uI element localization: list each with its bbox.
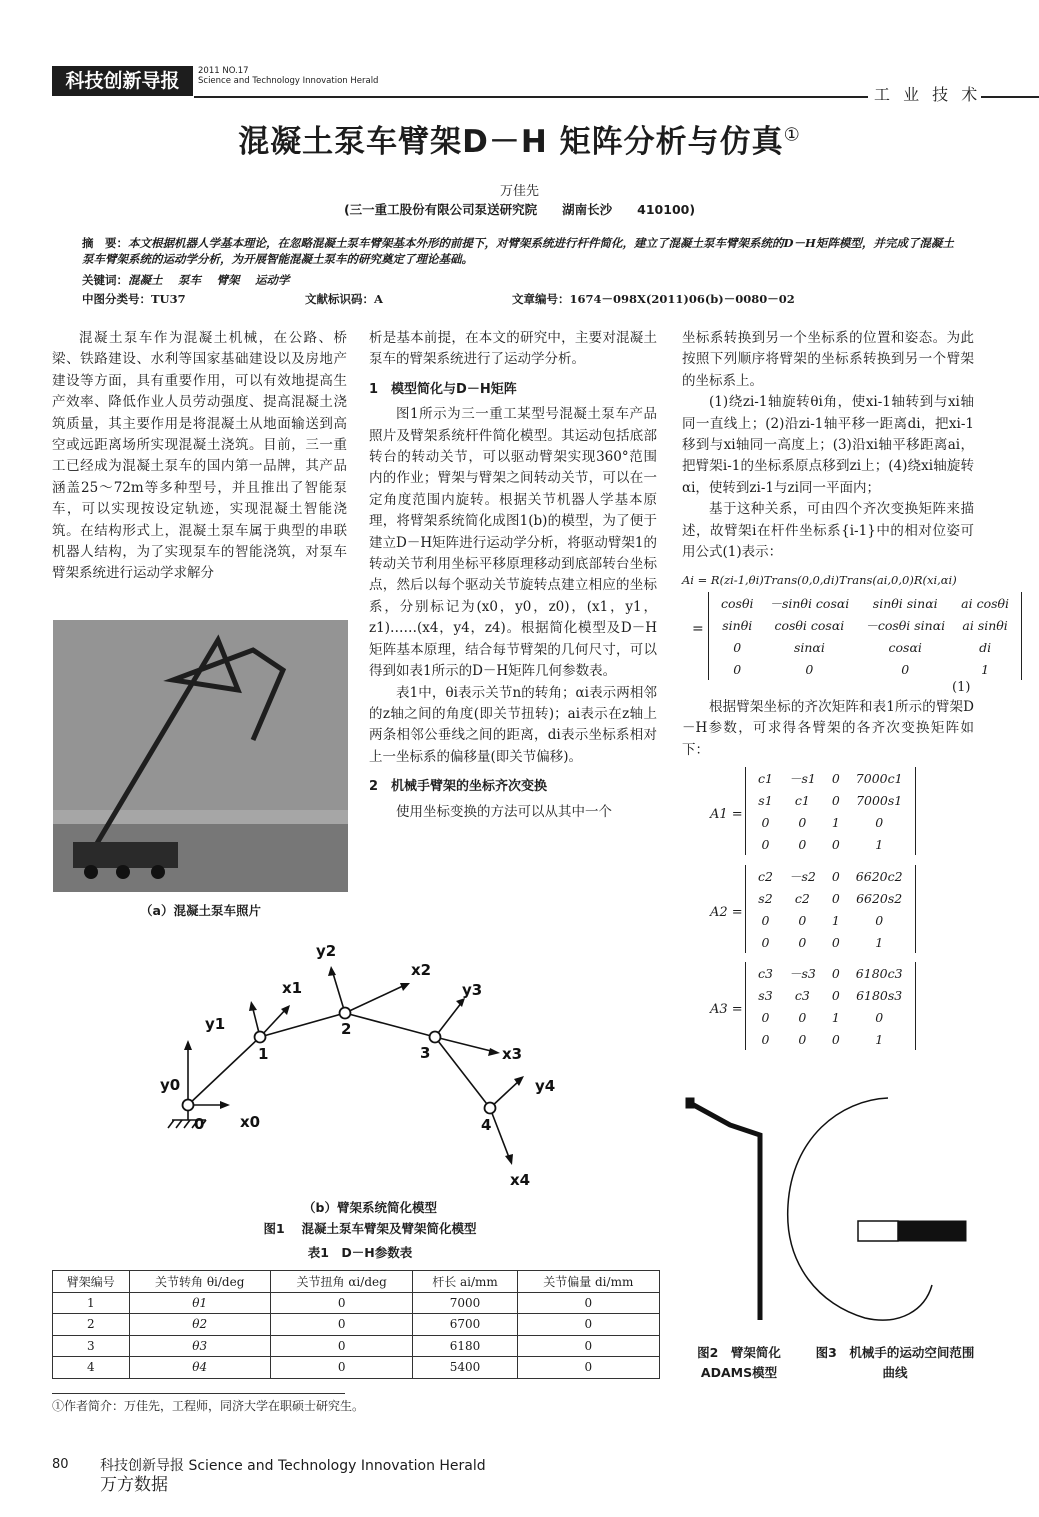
matrix-a2-cell: 0 bbox=[761, 912, 770, 928]
general-matrix-cell: ai sinθi bbox=[962, 617, 1008, 633]
table-cell: θ4 bbox=[129, 1357, 270, 1379]
matrix-a1-row bbox=[750, 833, 911, 855]
matrix-a2-cell: c2 bbox=[758, 868, 773, 884]
table-header-cell: 关节偏量 di/mm bbox=[517, 1271, 659, 1293]
footer-journal-en: Science and Technology Innovation Herald bbox=[188, 1458, 486, 1474]
joint-4-label: 4 bbox=[481, 1116, 492, 1134]
footer-journal-cn: 科技创新导报 bbox=[100, 1458, 184, 1474]
doc-code-value: A bbox=[374, 292, 383, 306]
matrix-a2-cell: 6620c2 bbox=[855, 868, 903, 884]
general-matrix-cell: －sinθi cosαi bbox=[769, 596, 850, 611]
fig1-caption: 图1 混凝土泵车臂架及臂架简化模型 bbox=[263, 1221, 477, 1236]
matrix-a3-cell: c3 bbox=[794, 987, 810, 1003]
keywords bbox=[82, 272, 290, 288]
author-footnote: ①作者简介：万佳先，工程师，同济大学在职硕士研究生。 bbox=[52, 1399, 365, 1413]
title-footnote-mark: ① bbox=[783, 124, 801, 146]
author: 万佳先 bbox=[499, 184, 539, 199]
matrix-a3-cell: －s3 bbox=[788, 966, 816, 981]
table-row bbox=[53, 1314, 660, 1336]
matrix-a2-cell: 1 bbox=[875, 934, 884, 950]
table-header-cell: 关节扭角 αi/deg bbox=[270, 1271, 413, 1293]
matrix-a1-table bbox=[750, 767, 911, 855]
matrix-a3-cell: 0 bbox=[831, 987, 840, 1003]
table-cell: θ2 bbox=[129, 1314, 270, 1336]
col3-para-3: 基于这种关系，可由四个齐次变换矩阵来描述，故臂架i在杆件坐标系{i-1}中的相对位姿可用公式(1)表示： bbox=[682, 501, 974, 561]
general-matrix-cell: cosθi cosαi bbox=[774, 617, 845, 633]
matrix-a1-cell: 7000s1 bbox=[856, 792, 903, 808]
matrix-a1-cell: 0 bbox=[798, 836, 807, 852]
issue-number: 2011 NO.17 bbox=[198, 66, 249, 76]
y2-axis-label: y2 bbox=[316, 942, 337, 960]
joint-0-label: 0 bbox=[194, 1115, 205, 1133]
general-dh-matrix bbox=[708, 592, 1022, 680]
table-cell: 0 bbox=[270, 1335, 413, 1357]
table-cell: θ3 bbox=[129, 1335, 270, 1357]
matrix-a1-row bbox=[750, 767, 911, 789]
general-matrix-cell: di bbox=[979, 639, 992, 655]
matrix-a2-cell: c2 bbox=[794, 890, 810, 906]
col3-para-4: 根据臂架坐标的齐次矩阵和表1所示的臂架D－H参数，可求得各臂架的各齐次变换矩阵如下： bbox=[682, 699, 974, 758]
joint-2-label: 2 bbox=[341, 1020, 352, 1038]
journal-issue-block bbox=[198, 66, 378, 86]
fig1b-caption: （b）臂架系统简化模型 bbox=[303, 1200, 437, 1215]
general-matrix-cell: 0 bbox=[733, 639, 742, 655]
matrix-a3-cell: 0 bbox=[761, 1031, 770, 1047]
pump-truck-photo-drawing bbox=[53, 620, 348, 892]
matrix-a3-cell: 0 bbox=[831, 1031, 840, 1047]
matrix-a1-cell: 1 bbox=[875, 836, 884, 852]
footnote-rule bbox=[52, 1393, 345, 1394]
general-matrix-row bbox=[713, 592, 1017, 614]
table-cell: 0 bbox=[270, 1314, 413, 1336]
matrix-a1-cell: 0 bbox=[761, 814, 770, 830]
col2-para-4: 使用坐标变换的方法可以从其中一个 bbox=[396, 803, 612, 820]
matrix-a1-cell: 0 bbox=[798, 814, 807, 830]
col2-para-2: 图1所示为三一重工某型号混凝土泵车产品照片及臂架系统杆件简化模型。其运动包括底部转台的转动关节，可以驱动臂架实现360°范围内的作业；臂架与臂架之间转动关节，可以在一定角度范围内旋转。根据关节机器人学基本原理，将臂架系统简化成图1(b)的模型，为了便于建立D－H矩阵进行运动学分析，将驱动臂架1的转动关节利用坐标平移原理移动到底部转台坐标点，然后以每个驱动关节旋转点建立相应的坐标系，分别标记为(x0，y0，z0)，(x1，y1，z1)……(x4，y4，z4)。根据简化模型及D－H矩阵基本原理，结合每节臂架的几何尺寸，可以得到如表1所示的D－H矩阵几何参数表。 bbox=[369, 406, 657, 680]
matrix-a2-row bbox=[750, 909, 911, 931]
equation-number: (1) bbox=[952, 680, 971, 695]
matrix-a2-cell: 0 bbox=[761, 934, 770, 950]
table-row bbox=[53, 1357, 660, 1379]
table-cell: 1 bbox=[53, 1292, 130, 1314]
matrix-a1-cell: c1 bbox=[794, 792, 810, 808]
matrix-a2-cell: 0 bbox=[831, 890, 840, 906]
general-matrix-cell: cosθi bbox=[721, 595, 754, 611]
matrix-a1-cell: 0 bbox=[831, 770, 840, 786]
x3-axis-label: x3 bbox=[502, 1045, 523, 1063]
general-matrix-row bbox=[713, 614, 1017, 636]
table-body bbox=[53, 1292, 660, 1378]
clc-value: TU37 bbox=[151, 292, 186, 306]
dh-transform-formula: Ai = R(zi-1,θi)Trans(0,0,di)Trans(ai,0,0)R(xi,αi) bbox=[682, 573, 957, 587]
matrix-a2-cell: 1 bbox=[831, 912, 840, 928]
table-cell: 6700 bbox=[413, 1314, 517, 1336]
matrix-a2-row bbox=[750, 865, 911, 887]
fig2-caption: 图2 臂架简化ADAMS模型 bbox=[697, 1345, 781, 1380]
matrix-a1-row bbox=[750, 789, 911, 811]
col3-para-2: (1)绕zi-1轴旋转θi角，使xi-1轴转到与xi轴同一直线上；(2)沿zi-1轴平移一距离di，把xi-1移到与xi轴同一高度上；(3)沿xi轴平移距离ai，把臂架i-1的坐标系原点移到zi上；(4)绕xi轴旋转αi，使转到zi-1与zi同一平面内； bbox=[682, 394, 974, 496]
y4-axis-label: y4 bbox=[535, 1077, 556, 1095]
joint-1-label: 1 bbox=[258, 1045, 269, 1063]
document-code bbox=[305, 291, 383, 307]
article-no-label: 文章编号： bbox=[512, 292, 570, 306]
table-cell: 0 bbox=[517, 1292, 659, 1314]
table-cell: θ1 bbox=[129, 1292, 270, 1314]
fig3-caption: 图3 机械手的运动空间范围曲线 bbox=[815, 1345, 975, 1380]
table-header-cell: 臂架编号 bbox=[53, 1271, 130, 1293]
table-cell: 2 bbox=[53, 1314, 130, 1336]
matrix-a3 bbox=[745, 962, 916, 1050]
affiliation: (三一重工股份有限公司泵送研究院 湖南长沙 410100) bbox=[343, 202, 696, 217]
matrix-a3-cell: 0 bbox=[798, 1031, 807, 1047]
col3-para-1: 坐标系转换到另一个坐标系的位置和姿态。为此按照下列顺序将臂架的坐标系转换到另一个臂架的坐标系上。 bbox=[682, 330, 974, 389]
matrix-a3-cell: 1 bbox=[831, 1009, 840, 1025]
y0-axis-label: y0 bbox=[160, 1076, 181, 1094]
column-1 bbox=[52, 328, 347, 585]
section-heading-2: 2 机械手臂架的坐标齐次变换 bbox=[369, 779, 548, 795]
abstract bbox=[82, 235, 962, 267]
journal-masthead: 科技创新导报 bbox=[52, 66, 193, 96]
table-row bbox=[53, 1335, 660, 1357]
abstract-label: 摘 要： bbox=[82, 236, 128, 250]
section-heading-1: 1 模型简化与D－H矩阵 bbox=[369, 381, 517, 397]
matrix-a3-label: A3 = bbox=[710, 1002, 743, 1017]
matrix-a2-cell: 0 bbox=[875, 912, 884, 928]
general-matrix-cell: sinαi bbox=[793, 639, 825, 655]
table-cell: 7000 bbox=[413, 1292, 517, 1314]
matrix-a2-row bbox=[750, 931, 911, 953]
table-row bbox=[53, 1292, 660, 1314]
matrix-a3-cell: c3 bbox=[758, 965, 773, 981]
matrix-a1-cell: 0 bbox=[831, 836, 840, 852]
matrix-a3-row bbox=[750, 962, 911, 984]
table-cell: 6180 bbox=[413, 1335, 517, 1357]
general-matrix-cell: －cosθi sinαi bbox=[865, 618, 946, 633]
col1-paragraph: 混凝土泵车作为混凝土机械，在公路、桥梁、铁路建设、水利等国家基础建设以及房地产建设等方面，具有重要作用，可以有效地提高生产效率、降低作业人员劳动强度、提高混凝土浇筑质量，其主要作用是将混凝土从地面输送到高空或远距离场所实现混凝土浇筑。目前，三一重工已经成为混凝土泵车的国内第一品牌，其产品涵盖25～72m等多种型号，并且推出了智能泵车，可以实现按设定轨迹，实现混凝土智能浇筑。在结构形式上，混凝土泵车属于典型的串联机器人结构，为了实现泵车的智能浇筑，对泵车臂架系统进行运动学求解分 bbox=[52, 330, 347, 582]
y3-axis-label: y3 bbox=[462, 981, 483, 999]
pump-truck-photo bbox=[53, 620, 348, 892]
x0-axis-label: x0 bbox=[240, 1113, 261, 1131]
table-cell: 3 bbox=[53, 1335, 130, 1357]
matrix-a3-cell: 0 bbox=[798, 1009, 807, 1025]
clc-number bbox=[82, 291, 186, 307]
abstract-text: 本文根据机器人学基本理论，在忽略混凝土泵车臂架基本外形的前提下，对臂架系统进行杆件简化，建立了混凝土泵车臂架系统的D－H矩阵模型，并完成了混凝土泵车臂架系统的运动学分析，为开展智能混凝土泵车的研究奠定了理论基础。 bbox=[82, 236, 954, 266]
x2-axis-label: x2 bbox=[411, 961, 432, 979]
section-label: 工 业 技 术 bbox=[868, 82, 981, 105]
matrix-a2-cell: s2 bbox=[758, 890, 773, 906]
general-matrix-cell: 0 bbox=[901, 661, 910, 677]
table-cell: 0 bbox=[270, 1292, 413, 1314]
matrix-a3-cell: s3 bbox=[758, 987, 773, 1003]
joint-3-label: 3 bbox=[420, 1044, 431, 1062]
general-matrix-cell: sinθi bbox=[722, 617, 753, 633]
article-number bbox=[512, 291, 795, 307]
keywords-label: 关键词： bbox=[82, 273, 128, 287]
y1-axis-label: y1 bbox=[205, 1015, 226, 1033]
table-header-cell: 关节转角 θi/deg bbox=[129, 1271, 270, 1293]
keywords-text: 混凝土 泵车 臂架 运动学 bbox=[128, 273, 290, 287]
column-3 bbox=[682, 328, 974, 563]
matrix-a1-row bbox=[750, 811, 911, 833]
paper-title bbox=[0, 116, 1039, 161]
clc-label: 中图分类号： bbox=[82, 292, 151, 306]
col2-para-3: 表1中，θi表示关节n的转角；αi表示两相邻的z轴之间的角度(即关节扭转)；ai表示在z轴上两条相邻公垂线之间的距离，di表示坐标系相对上一坐标系的偏移量(即关节偏移)。 bbox=[369, 684, 657, 765]
matrix-a3-cell: 6180s3 bbox=[856, 987, 903, 1003]
matrix-a3-row bbox=[750, 984, 911, 1006]
matrix-a3-cell: 0 bbox=[761, 1009, 770, 1025]
journal-english-name: Science and Technology Innovation Herald bbox=[198, 76, 379, 86]
doc-code-label: 文献标识码： bbox=[305, 292, 374, 306]
general-matrix-cell: 1 bbox=[981, 661, 990, 677]
matrix-a2-cell: －s2 bbox=[788, 869, 816, 884]
equals-sign: = bbox=[692, 621, 704, 637]
matrix-a1-cell: 0 bbox=[831, 792, 840, 808]
matrix-a2-cell: 0 bbox=[831, 934, 840, 950]
adams-model-and-workspace-figures bbox=[680, 1090, 980, 1335]
watermark: 万方数据 bbox=[100, 1475, 168, 1495]
matrix-a3-cell: 1 bbox=[875, 1031, 884, 1047]
table-cell: 0 bbox=[517, 1335, 659, 1357]
general-matrix-cell: ai cosθi bbox=[961, 595, 1010, 611]
matrix-a1-cell: －s1 bbox=[788, 771, 816, 786]
table1-title: 表1 D－H参数表 bbox=[307, 1245, 413, 1260]
matrix-a1-label: A1 = bbox=[710, 807, 743, 822]
matrix-a3-cell: 6180c3 bbox=[855, 965, 903, 981]
matrix-a2-cell: 0 bbox=[831, 868, 840, 884]
matrix-a2-label: A2 = bbox=[710, 905, 743, 920]
table-cell: 0 bbox=[517, 1314, 659, 1336]
general-matrix-cell: sinθi sinαi bbox=[872, 595, 938, 611]
col2-para-1: 析是基本前提，在本文的研究中，主要对混凝土泵车的臂架系统进行了运动学分析。 bbox=[369, 330, 657, 368]
column-2 bbox=[369, 328, 657, 823]
matrix-a2-table bbox=[750, 865, 911, 953]
table-header-row bbox=[53, 1271, 660, 1293]
article-no-value: 1674－098X(2011)06(b)－0080－02 bbox=[569, 292, 795, 306]
matrix-a3-table bbox=[750, 962, 911, 1050]
table-cell: 0 bbox=[517, 1357, 659, 1379]
table-header-cell: 杆长 ai/mm bbox=[413, 1271, 517, 1293]
general-matrix-cell: 0 bbox=[733, 661, 742, 677]
matrix-a3-cell: 0 bbox=[831, 965, 840, 981]
matrix-a2-cell: 0 bbox=[798, 912, 807, 928]
col3-para-4-wrap bbox=[682, 697, 974, 761]
matrix-a3-row bbox=[750, 1028, 911, 1050]
matrix-a1 bbox=[745, 767, 916, 855]
table-cell: 4 bbox=[53, 1357, 130, 1379]
table-cell: 5400 bbox=[413, 1357, 517, 1379]
matrix-a2-row bbox=[750, 887, 911, 909]
page-number: 80 bbox=[52, 1457, 69, 1472]
general-matrix-cell: 0 bbox=[805, 661, 814, 677]
matrix-a2 bbox=[745, 865, 916, 953]
title-text: 混凝土泵车臂架D－H 矩阵分析与仿真 bbox=[238, 124, 784, 160]
matrix-a2-cell: 0 bbox=[798, 934, 807, 950]
matrix-a1-cell: 7000c1 bbox=[855, 770, 903, 786]
matrix-a1-cell: 0 bbox=[875, 814, 884, 830]
matrix-a1-cell: 1 bbox=[831, 814, 840, 830]
matrix-a1-cell: s1 bbox=[758, 792, 773, 808]
matrix-a2-cell: 6620s2 bbox=[856, 890, 903, 906]
general-matrix-cell: cosαi bbox=[888, 639, 922, 655]
matrix-a1-cell: 0 bbox=[761, 836, 770, 852]
x4-axis-label: x4 bbox=[510, 1171, 531, 1189]
general-matrix-row bbox=[713, 636, 1017, 658]
matrix-a3-cell: 0 bbox=[875, 1009, 884, 1025]
matrix-a1-cell: c1 bbox=[758, 770, 773, 786]
dh-parameter-table bbox=[52, 1270, 660, 1379]
general-matrix-row bbox=[713, 658, 1017, 680]
x1-axis-label: x1 bbox=[282, 979, 303, 997]
fig1a-caption: （a）混凝土泵车照片 bbox=[140, 903, 261, 918]
table-cell: 0 bbox=[270, 1357, 413, 1379]
boom-simplified-model-diagram bbox=[150, 930, 590, 1190]
matrix-a3-row bbox=[750, 1006, 911, 1028]
general-dh-matrix-table bbox=[713, 592, 1017, 680]
